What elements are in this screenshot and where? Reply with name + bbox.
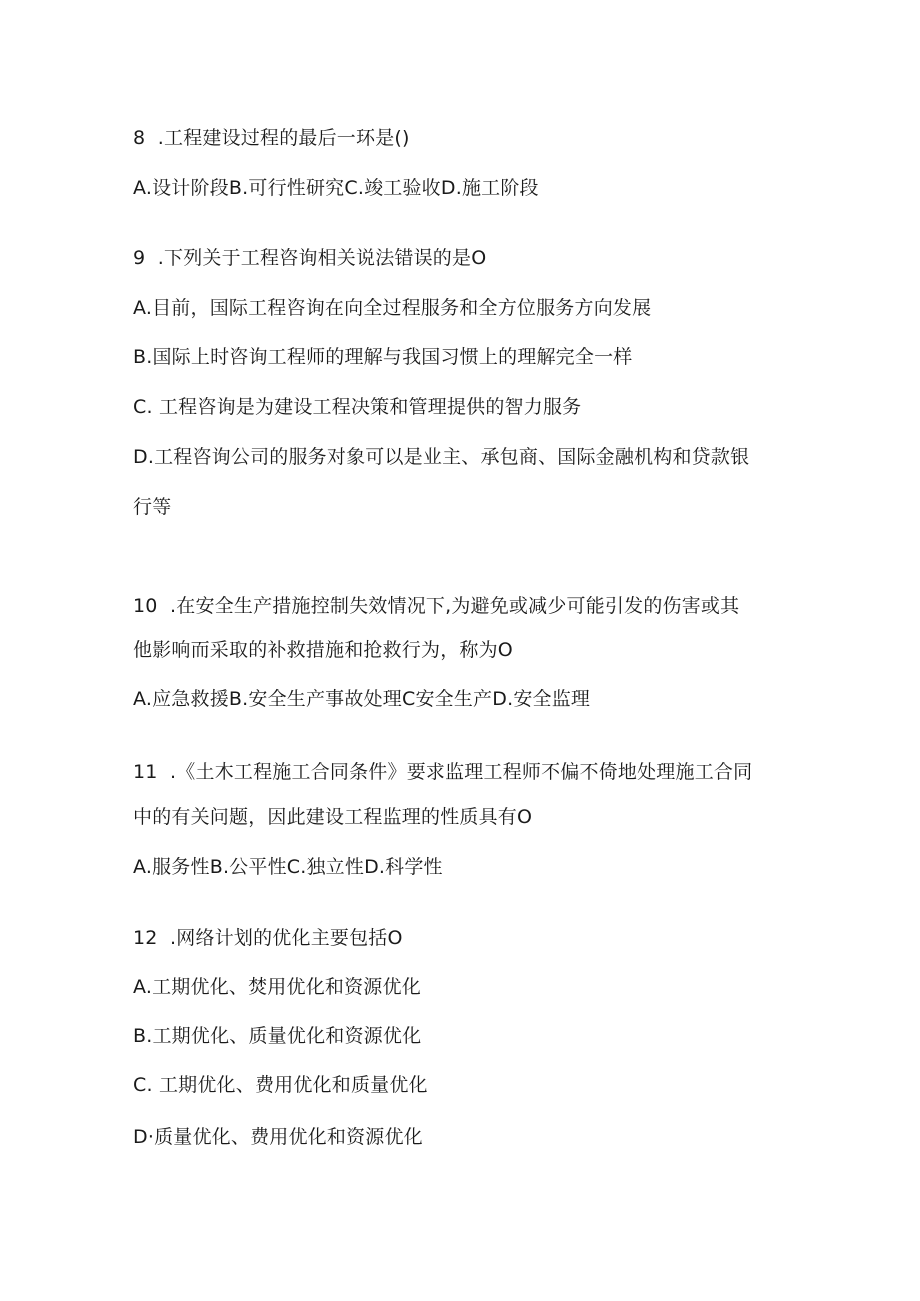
question-9-stem: 9 .下列关于工程咨询相关说法错误的是O [133,247,487,269]
question-12-stem: 12 .网络计划的优化主要包括O [133,927,403,949]
question-9-option-a: A.目前，国际工程咨询在向全过程服务和全方位服务方向发展 [133,297,652,319]
question-10-stem: 10 .在安全生产措施控制失效情况下,为避免或减少可能引发的伤害或其 [133,595,740,617]
question-12-option-d: D·质量优化、费用优化和资源优化 [133,1126,423,1148]
question-9-option-b: B.国际上时咨询工程师的理解与我国习惯上的理解完全一样 [133,346,633,368]
question-11-options: A.服务性B.公平性C.独立性D.科学性 [133,856,443,878]
question-9-option-c: C. 工程咨询是为建设工程决策和管理提供的智力服务 [133,396,582,418]
question-12-option-b: B.工期优化、质量优化和资源优化 [133,1025,422,1047]
question-8-stem: 8 .工程建设过程的最后一环是() [133,127,410,149]
question-8-options: A.设计阶段B.可行性研究C.竣工验收D.施工阶段 [133,177,539,199]
question-12-option-a: A.工期优化、焚用优化和资源优化 [133,976,421,998]
question-11-stem-cont: 中的有关问题，因此建设工程监理的性质具有O [133,806,533,828]
question-12-option-c: C. 工期优化、费用优化和质量优化 [133,1074,428,1096]
question-10-options: A.应急救援B.安全生产事故处理C安全生产D.安全监理 [133,688,591,710]
question-9-option-d: D.工程咨询公司的服务对象可以是业主、承包商、国际金融机构和贷款银 [133,446,750,468]
question-10-stem-cont: 他影响而采取的补救措施和抢救行为，称为O [133,639,513,661]
question-11-stem: 11 .《土木工程施工合同条件》要求监理工程师不偏不倚地处理施工合同 [133,761,753,783]
question-9-option-d-cont: 行等 [133,496,172,518]
